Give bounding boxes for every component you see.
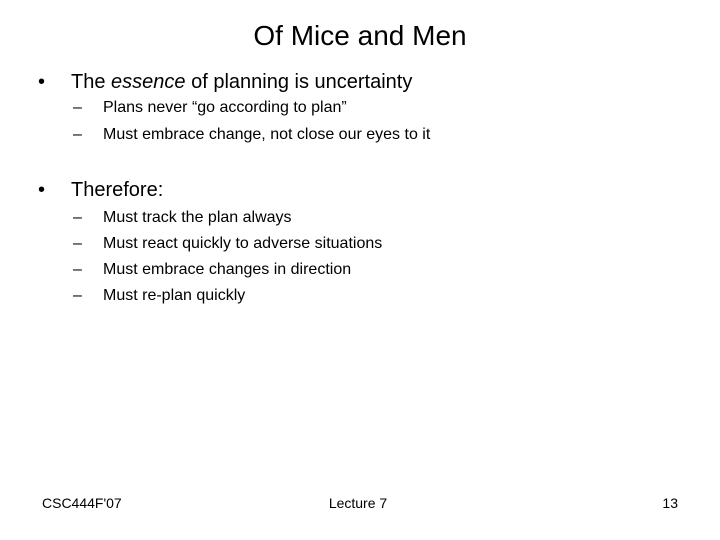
sub-item [73, 260, 673, 280]
bullet-text: Therefore: [71, 179, 164, 201]
sub-item-text: Must embrace change, not close our eyes to it [103, 126, 431, 143]
sub-item [73, 208, 673, 228]
bullet-text-emphasis: essence [111, 71, 186, 93]
sub-item-text: Plans never “go according to plan” [103, 99, 347, 116]
dash-marker: – [73, 126, 82, 143]
sub-item-text: Must track the plan always [103, 209, 292, 226]
footer-lecture: Lecture 7 [328, 495, 388, 511]
slide-title: Of Mice and Men [253, 20, 467, 51]
bullet-text-end: of planning is uncertainty [185, 71, 413, 93]
sub-item [73, 234, 673, 254]
dash-marker: – [73, 99, 82, 116]
bullet-marker: • [38, 179, 46, 201]
sub-item-text: Must embrace changes in direction [103, 261, 352, 278]
bullet-text-start: The [71, 71, 112, 93]
sub-item [73, 125, 673, 145]
sub-item-text: Must re-plan quickly [103, 287, 246, 304]
dash-marker: – [73, 209, 82, 226]
bullet-text [71, 70, 412, 94]
footer-page-number: 13 [662, 495, 678, 511]
sub-item [73, 286, 673, 306]
bullet-marker: • [38, 71, 46, 93]
sub-item-text: Must react quickly to adverse situations [103, 235, 383, 252]
bullet-item [38, 178, 638, 202]
bullet-item [38, 70, 638, 94]
footer-course-code: CSC444F'07 [42, 495, 122, 511]
dash-marker: – [73, 287, 82, 304]
dash-marker: – [73, 235, 82, 252]
dash-marker: – [73, 261, 82, 278]
sub-item [73, 98, 673, 118]
